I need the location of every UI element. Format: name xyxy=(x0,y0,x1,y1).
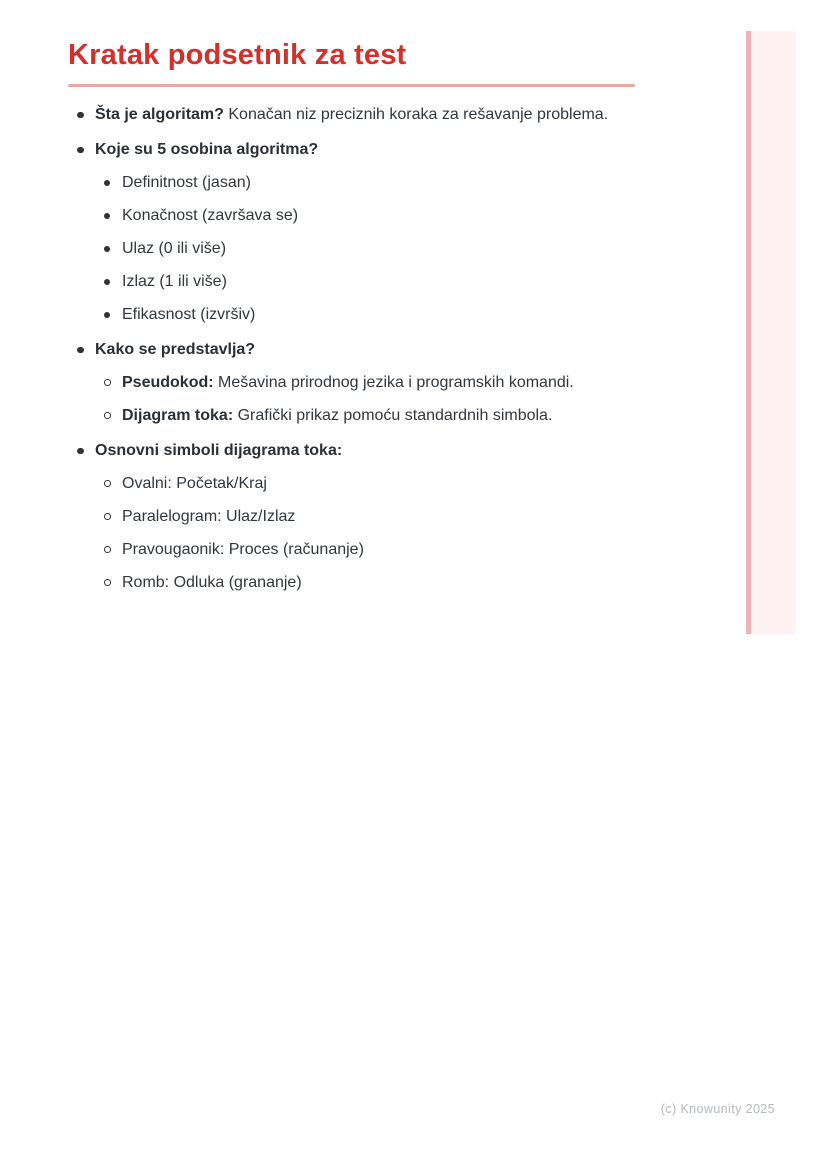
copyright-footer: (c) Knowunity 2025 xyxy=(660,1102,775,1116)
properties-sublist xyxy=(95,172,688,325)
sublist-item-label: Dijagram toka: xyxy=(122,407,234,424)
list-item-label: Kako se predstavlja? xyxy=(95,341,256,358)
list-item-what-is-algorithm xyxy=(68,104,688,125)
representation-sublist xyxy=(95,372,688,426)
sublist-item: Konačnost (završava se) xyxy=(95,205,688,226)
sublist-item-text: Grafički prikaz pomoću standardnih simbola. xyxy=(237,407,553,424)
sublist-item: Definitnost (jasan) xyxy=(95,172,688,193)
right-accent-bar xyxy=(751,31,795,634)
title-divider xyxy=(68,84,635,87)
sublist-item: Pravougaonik: Proces (računanje) xyxy=(95,539,688,560)
sublist-item xyxy=(95,405,688,426)
notes-content xyxy=(68,104,688,607)
list-item-flowchart-symbols xyxy=(68,440,688,593)
sublist-item: Romb: Odluka (grananje) xyxy=(95,572,688,593)
sublist-item: Paralelogram: Ulaz/Izlaz xyxy=(95,506,688,527)
sublist-item xyxy=(95,372,688,393)
sublist-item: Ulaz (0 ili više) xyxy=(95,238,688,259)
page-title: Kratak podsetnik za test xyxy=(68,39,407,71)
list-item-representation xyxy=(68,339,688,426)
sublist-item: Izlaz (1 ili više) xyxy=(95,271,688,292)
symbols-sublist xyxy=(95,473,688,593)
sublist-item-label: Pseudokod: xyxy=(122,374,214,391)
top-level-list xyxy=(68,104,688,593)
list-item-five-properties xyxy=(68,139,688,325)
list-item-label: Koje su 5 osobina algoritma? xyxy=(95,141,319,158)
sublist-item-text: Mešavina prirodnog jezika i programskih komandi. xyxy=(218,374,574,391)
sublist-item: Efikasnost (izvršiv) xyxy=(95,304,688,325)
list-item-label: Osnovni simboli dijagrama toka: xyxy=(95,442,343,459)
list-item-text: Konačan niz preciznih koraka za rešavanje problema. xyxy=(228,106,609,123)
sublist-item: Ovalni: Početak/Kraj xyxy=(95,473,688,494)
list-item-label: Šta je algoritam? xyxy=(95,106,224,123)
